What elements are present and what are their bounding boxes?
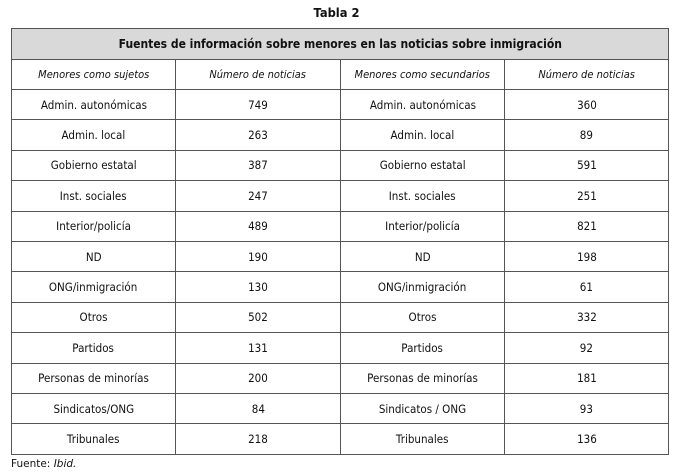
table-row — [12, 181, 669, 211]
table-cell: 198 — [505, 241, 669, 271]
table-cell: ND — [12, 241, 176, 271]
table-cell: Sindicatos / ONG — [341, 393, 505, 423]
table-row — [12, 424, 669, 454]
table-cell: 489 — [176, 211, 341, 241]
table-cell: ND — [341, 241, 505, 271]
table-cell: Admin. local — [12, 120, 176, 150]
table-cell: 360 — [505, 90, 669, 120]
table-cell: 181 — [505, 363, 669, 393]
column-header-row — [12, 60, 669, 90]
table-row — [12, 211, 669, 241]
table-cell: 247 — [176, 181, 341, 211]
table-cell: Personas de minorías — [341, 363, 505, 393]
table-cell: 251 — [505, 181, 669, 211]
table-cell: Interior/policía — [341, 211, 505, 241]
table-cell: 218 — [176, 424, 341, 454]
table-cell: 821 — [505, 211, 669, 241]
table-cell: Gobierno estatal — [341, 150, 505, 180]
table-cell: 92 — [505, 333, 669, 363]
table-cell: Inst. sociales — [341, 181, 505, 211]
column-header: Número de noticias — [176, 60, 341, 90]
table-cell: Admin. autonómicas — [12, 90, 176, 120]
table-cell: ONG/inmigración — [12, 272, 176, 302]
table-row — [12, 302, 669, 332]
source-reference: Ibid. — [53, 458, 77, 470]
table-cell: Interior/policía — [12, 211, 176, 241]
table-cell: Otros — [341, 302, 505, 332]
table-row — [12, 241, 669, 271]
table-cell: Tribunales — [12, 424, 176, 454]
table-row — [12, 363, 669, 393]
table-cell: Admin. local — [341, 120, 505, 150]
table-cell: 502 — [176, 302, 341, 332]
table-cell: Tribunales — [341, 424, 505, 454]
table-cell: 84 — [176, 393, 341, 423]
table-cell: 200 — [176, 363, 341, 393]
table-caption: Tabla 2 — [313, 5, 360, 20]
table-cell: 387 — [176, 150, 341, 180]
table-cell: ONG/inmigración — [341, 272, 505, 302]
source-label: Fuente: — [11, 458, 51, 470]
table-row — [12, 150, 669, 180]
table-cell: 591 — [505, 150, 669, 180]
sources-table — [11, 28, 669, 455]
table-cell: 89 — [505, 120, 669, 150]
table-cell: Sindicatos/ONG — [12, 393, 176, 423]
table-row — [12, 90, 669, 120]
table-cell: 131 — [176, 333, 341, 363]
table-row — [12, 393, 669, 423]
table-row — [12, 333, 669, 363]
table-row — [12, 120, 669, 150]
table-cell: Gobierno estatal — [12, 150, 176, 180]
table-title: Fuentes de información sobre menores en las noticias sobre inmigración — [12, 29, 669, 60]
table-cell: 332 — [505, 302, 669, 332]
table-cell: 263 — [176, 120, 341, 150]
table-cell: 130 — [176, 272, 341, 302]
table-row — [12, 272, 669, 302]
table-body — [12, 90, 669, 455]
table-cell: 93 — [505, 393, 669, 423]
table-cell: 61 — [505, 272, 669, 302]
table-cell: Personas de minorías — [12, 363, 176, 393]
table-cell: Otros — [12, 302, 176, 332]
table-cell: 190 — [176, 241, 341, 271]
table-cell: Inst. sociales — [12, 181, 176, 211]
column-header: Menores como sujetos — [12, 60, 176, 90]
column-header: Menores como secundarios — [341, 60, 505, 90]
table-cell: Partidos — [341, 333, 505, 363]
table-title-row — [12, 29, 669, 60]
table-cell: Partidos — [12, 333, 176, 363]
source-note — [11, 458, 76, 470]
table-cell: 136 — [505, 424, 669, 454]
column-header: Número de noticias — [505, 60, 669, 90]
table-cell: Admin. autonómicas — [341, 90, 505, 120]
table-cell: 749 — [176, 90, 341, 120]
